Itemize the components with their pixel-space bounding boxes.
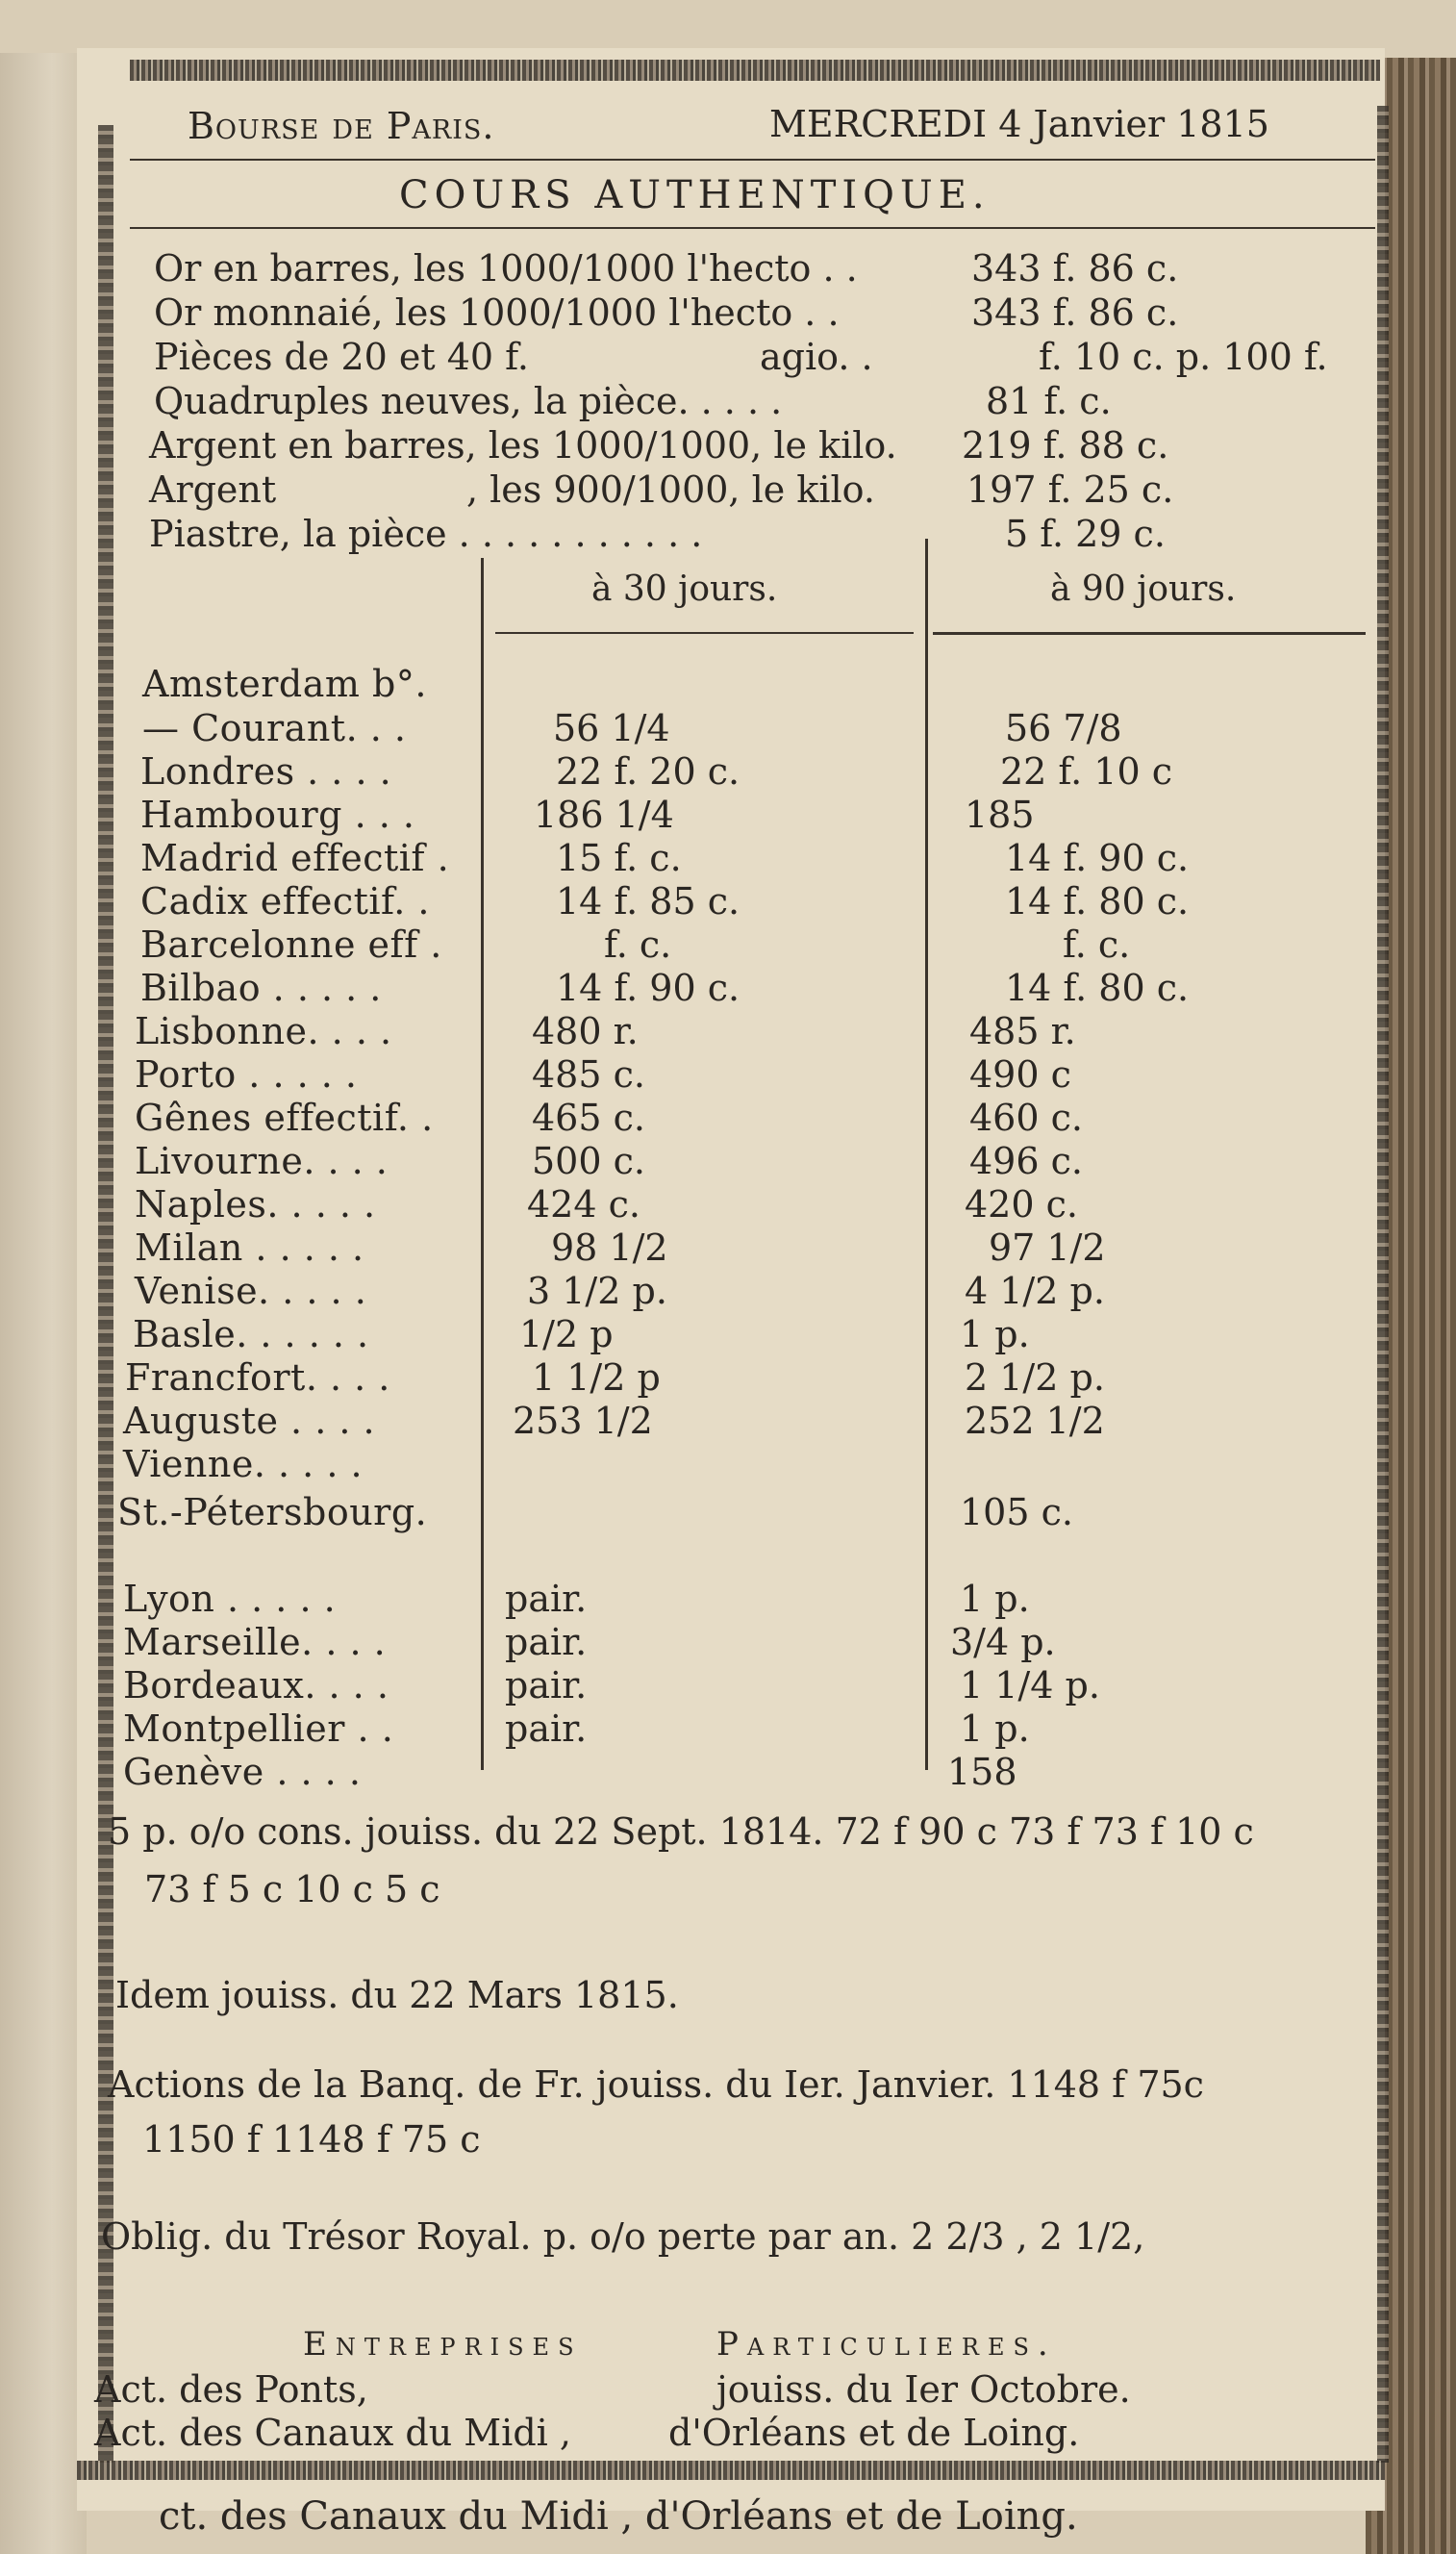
- metal-value: 5 f. 29 c.: [1005, 513, 1166, 555]
- decorative-border-top: [130, 60, 1380, 81]
- header-left: Bourse de Paris.: [188, 105, 495, 147]
- metal-label: Pièces de 20 et 40 f.: [154, 336, 529, 378]
- rate-90: f. c.: [1063, 923, 1131, 966]
- place-name: Hambourg . . .: [140, 794, 415, 836]
- metal-label: Piastre, la pièce . . . . . . . . . . .: [149, 513, 703, 555]
- decorative-border-bottom: [77, 2461, 1385, 2480]
- rate-30: 424 c.: [527, 1183, 640, 1226]
- metal-value: 197 f. 25 c.: [966, 468, 1174, 511]
- place-name: Francfort. . . .: [125, 1356, 390, 1399]
- place-name: Barcelonne eff .: [140, 923, 442, 966]
- rate-90: 14 f. 90 c.: [1005, 837, 1190, 879]
- enterprise-detail: jouiss. du Ier Octobre.: [716, 2368, 1131, 2411]
- place-name: Bordeaux. . . .: [123, 1664, 389, 1707]
- metal-mid: , les 900/1000, le kilo.: [466, 468, 875, 511]
- rate-90: 158: [947, 1751, 1017, 1793]
- rate-90: 485 r.: [969, 1010, 1076, 1052]
- rate-90: 420 c.: [965, 1183, 1078, 1226]
- metal-label: Argent en barres, les 1000/1000, le kilo.: [149, 424, 897, 467]
- column-rule-right: [925, 539, 928, 1770]
- rate-30: 3 1/2 p.: [527, 1270, 667, 1312]
- header-right: MERCREDI 4 Janvier 1815: [769, 103, 1269, 145]
- section-heading-left: Entreprises: [303, 2325, 583, 2364]
- rate-30: 253 1/2: [513, 1400, 653, 1442]
- rate-30: pair.: [505, 1578, 588, 1620]
- paper-margin: [0, 53, 87, 2554]
- metal-label: Quadruples neuves, la pièce. . . . .: [154, 380, 783, 422]
- rate-30: 14 f. 85 c.: [556, 880, 741, 923]
- rate-90: 2 1/2 p.: [965, 1356, 1105, 1399]
- place-name: Basle. . . . . .: [133, 1313, 369, 1355]
- rate-30: f. c.: [604, 923, 672, 966]
- metal-value: 219 f. 88 c.: [962, 424, 1169, 467]
- place-name: Livourne. . . .: [135, 1140, 389, 1182]
- rate-90: 460 c.: [969, 1097, 1083, 1139]
- place-name: Gênes effectif. .: [135, 1097, 434, 1139]
- rate-90: 56 7/8: [1005, 707, 1122, 749]
- rate-90: 3/4 p.: [950, 1621, 1056, 1663]
- place-name: St.-Pétersbourg.: [117, 1491, 428, 1533]
- rate-30: 22 f. 20 c.: [556, 750, 741, 793]
- consolidated-line: 5 p. o/o cons. jouiss. du 22 Sept. 1814. 72 f 90 c 73 f 73 f 10 c: [108, 1810, 1254, 1853]
- decorative-border-right: [1377, 106, 1389, 2463]
- rate-90: 4 1/2 p.: [965, 1270, 1105, 1312]
- rate-30: 56 1/4: [553, 707, 670, 749]
- metal-value: 81 f. c.: [986, 380, 1112, 422]
- bank-actions-line: Actions de la Banq. de Fr. jouiss. du Ier. Janvier. 1148 f 75c: [108, 2063, 1204, 2106]
- rate-30: pair.: [505, 1664, 588, 1707]
- metal-label: Or en barres, les 1000/1000 l'hecto . .: [154, 247, 858, 290]
- rate-90: 14 f. 80 c.: [1005, 880, 1190, 923]
- place-name: Milan . . . . .: [135, 1226, 364, 1269]
- treasury-line: Oblig. du Trésor Royal. p. o/o perte par an. 2 2/3 , 2 1/2,: [101, 2215, 1145, 2258]
- enterprise-name: Act. des Ponts,: [94, 2368, 368, 2411]
- consolidated-line: 73 f 5 c 10 c 5 c: [144, 1868, 440, 1910]
- place-name: Genève . . . .: [123, 1751, 362, 1793]
- place-name: Lyon . . . . .: [123, 1578, 337, 1620]
- rate-90: 22 f. 10 c: [1000, 750, 1173, 793]
- enterprise-name: Act. des Canaux du Midi ,: [94, 2412, 571, 2454]
- place-name: Porto . . . . .: [135, 1053, 358, 1096]
- place-name: Venise. . . . .: [135, 1270, 367, 1312]
- bank-actions-line: 1150 f 1148 f 75 c: [142, 2118, 481, 2161]
- rate-30: 480 r.: [532, 1010, 639, 1052]
- rate-90: 252 1/2: [965, 1400, 1105, 1442]
- place-name: Auguste . . . .: [123, 1400, 376, 1442]
- rate-30: 1/2 p: [519, 1313, 614, 1355]
- rate-90: 1 1/4 p.: [960, 1664, 1100, 1707]
- rate-90: 490 c: [969, 1053, 1071, 1096]
- rate-30: 98 1/2: [551, 1226, 668, 1269]
- enterprise-detail: d'Orléans et de Loing.: [668, 2412, 1080, 2454]
- col-header-30: à 30 jours.: [591, 569, 778, 609]
- metal-label: Argent: [149, 468, 277, 511]
- rate-90: 14 f. 80 c.: [1005, 967, 1190, 1009]
- rate-90: 496 c.: [969, 1140, 1083, 1182]
- rate-30: 465 c.: [532, 1097, 645, 1139]
- place-name: — Courant. . .: [142, 707, 407, 749]
- underlying-page-text: ct. des Canaux du Midi , d'Orléans et de Loing.: [159, 2494, 1078, 2539]
- rate-90: 97 1/2: [989, 1226, 1106, 1269]
- header-rule: [130, 159, 1375, 161]
- metal-label: Or monnaié, les 1000/1000 l'hecto . .: [154, 291, 840, 334]
- title-rule: [130, 227, 1375, 229]
- rate-30: 500 c.: [532, 1140, 645, 1182]
- metal-mid: agio. .: [760, 336, 873, 378]
- rate-30: pair.: [505, 1707, 588, 1750]
- place-name: Londres . . . .: [140, 750, 392, 793]
- rate-30: 15 f. c.: [556, 837, 682, 879]
- rate-30: pair.: [505, 1621, 588, 1663]
- rate-30: 485 c.: [532, 1053, 645, 1096]
- section-heading-right: Particulieres.: [716, 2325, 1057, 2364]
- metal-value: f. 10 c. p. 100 f.: [1039, 336, 1328, 378]
- place-name: Vienne. . . . .: [123, 1443, 364, 1485]
- rate-30: 1 1/2 p: [532, 1356, 661, 1399]
- decorative-border-left: [98, 125, 113, 2463]
- place-name: Lisbonne. . . .: [135, 1010, 392, 1052]
- metal-value: 343 f. 86 c.: [971, 247, 1179, 290]
- rate-90: 1 p.: [960, 1578, 1030, 1620]
- rate-90: 105 c.: [960, 1491, 1073, 1533]
- place-name: Madrid effectif .: [140, 837, 450, 879]
- rate-30: 186 1/4: [534, 794, 674, 836]
- col-header-rule: [495, 632, 914, 634]
- rate-90: 1 p.: [960, 1313, 1030, 1355]
- rate-90: 185: [965, 794, 1035, 836]
- column-rule-left: [481, 558, 484, 1770]
- place-name: Marseille. . . .: [123, 1621, 387, 1663]
- col-header-90: à 90 jours.: [1050, 569, 1237, 609]
- place-name: Cadix effectif. .: [140, 880, 430, 923]
- col-header-rule: [933, 632, 1366, 635]
- place-name: Amsterdam b°.: [142, 663, 427, 705]
- place-name: Naples. . . . .: [135, 1183, 376, 1226]
- idem-line: Idem jouiss. du 22 Mars 1815.: [115, 1974, 679, 2016]
- place-name: Bilbao . . . . .: [140, 967, 382, 1009]
- rate-30: 14 f. 90 c.: [556, 967, 741, 1009]
- page-title: COURS AUTHENTIQUE.: [399, 173, 991, 217]
- metal-value: 343 f. 86 c.: [971, 291, 1179, 334]
- place-name: Montpellier . .: [123, 1707, 394, 1750]
- rate-90: 1 p.: [960, 1707, 1030, 1750]
